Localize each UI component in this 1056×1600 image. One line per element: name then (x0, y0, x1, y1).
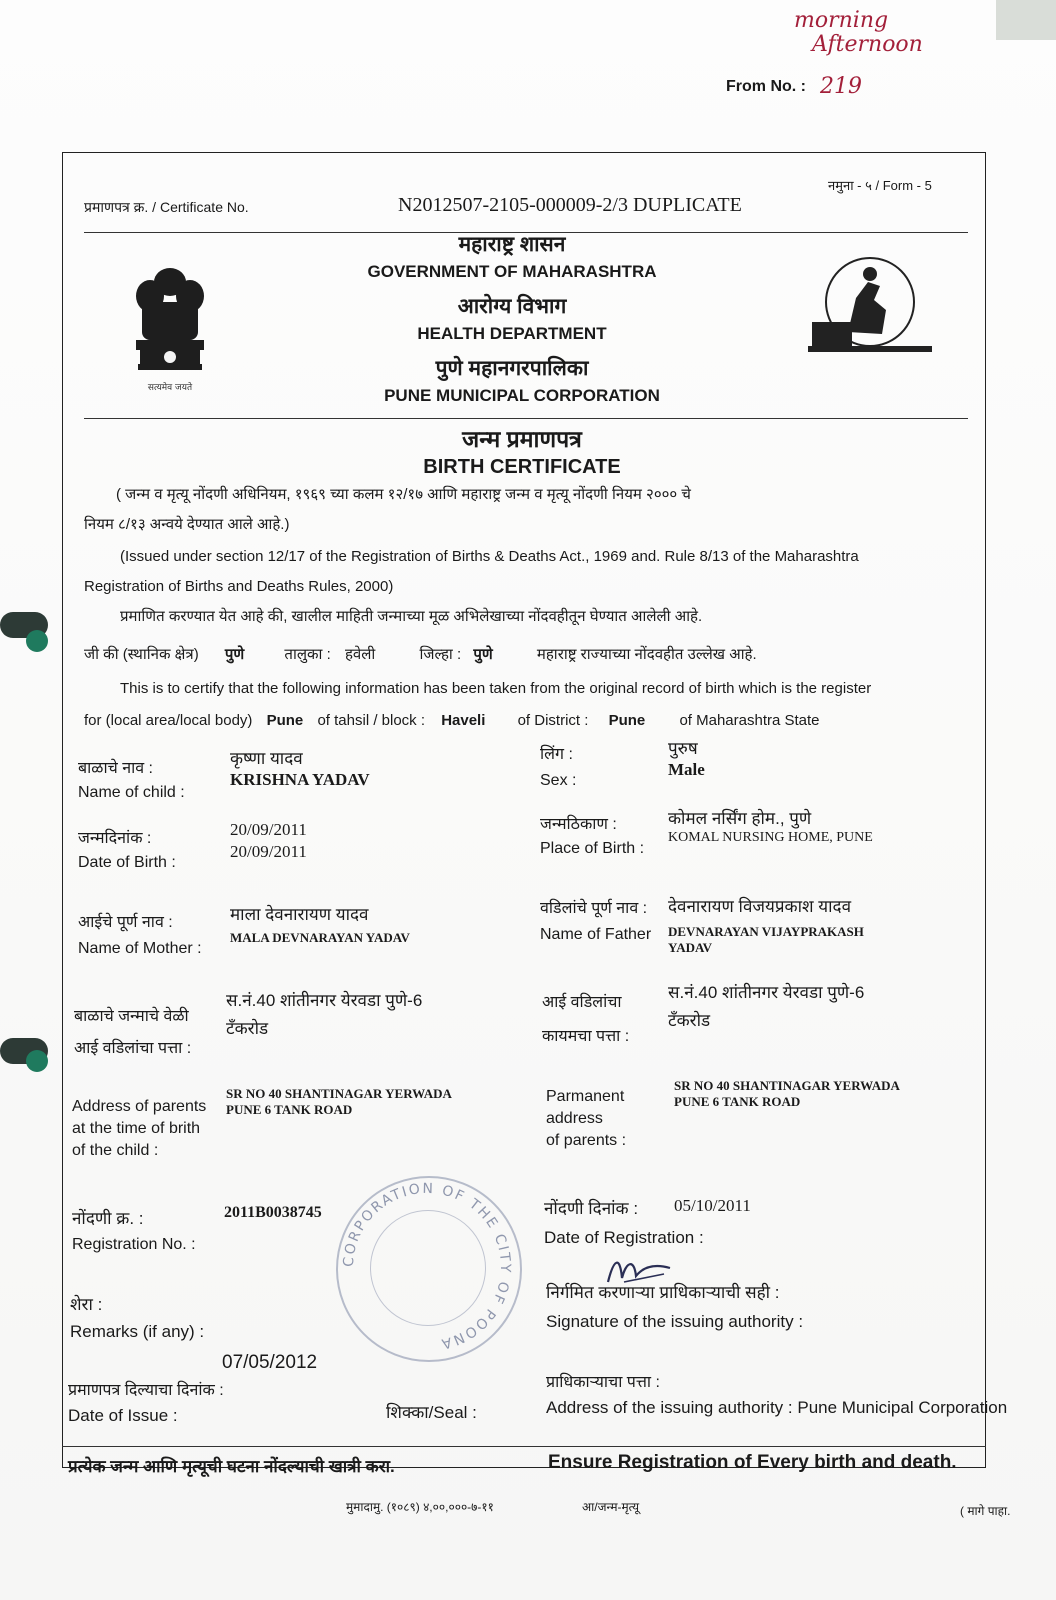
certification-marathi-1: प्रमाणित करण्यात येत आहे की, खालील माहिती जन्माच्या मूळ अभिलेखाच्या नोंदवहीतून घेण्यात आलेली आहे. (120, 608, 703, 625)
dob-label: Date of Birth : (78, 854, 176, 871)
handwritten-shift-bottom: Afternoon (812, 32, 923, 57)
local-area-label: for (local area/local body) (84, 712, 253, 729)
mother-name: MALA DEVNARAYAN YADAV (230, 930, 410, 945)
binder-ring-bottom-tip (26, 1050, 48, 1072)
child-name: KRISHNA YADAV (230, 770, 370, 789)
issue-clause-marathi-1: ( जन्म व मृत्यू नोंदणी अधिनियम, १९६९ च्या कलम १२/१७ आणि महाराष्ट्र जन्म व मृत्यू नोंदणी नियम २००० चे (116, 486, 691, 503)
local-area: Pune (266, 712, 304, 729)
permanent-address-label-marathi-2: कायमचा पत्ता : (542, 1028, 630, 1045)
department-title: HEALTH DEPARTMENT (417, 324, 607, 343)
authority-address-value: Pune Municipal Corporation (797, 1398, 1008, 1417)
father-name-1: DEVNARAYAN VIJAYPRAKASH (668, 924, 864, 939)
registration-no-label-marathi: नोंदणी क्र. : (72, 1209, 144, 1228)
issue-clause-1: (Issued under section 12/17 of the Registration of Births & Deaths Act., 1969 and. Rule 8/13 of the Maharashtra (120, 548, 859, 565)
permanent-address-label-3: of parents : (546, 1132, 627, 1149)
father-label: Name of Father (540, 926, 652, 943)
sex-marathi: पुरुष (668, 739, 698, 758)
tahsil-label: of tahsil / block : (317, 712, 426, 729)
signature-label-marathi: निर्गमित करणाऱ्या प्राधिकाऱ्याची सही : (546, 1283, 780, 1302)
permanent-address-label-1: Parmanent (546, 1088, 625, 1105)
pob: KOMAL NURSING HOME, PUNE (668, 830, 873, 845)
dob-value-2: 20/09/2011 (230, 842, 307, 861)
mother-label: Name of Mother : (78, 940, 202, 957)
government-title-marathi: महाराष्ट्र शासन (458, 233, 566, 256)
form-no-label: From No. : (726, 78, 806, 95)
corporation-title: PUNE MUNICIPAL CORPORATION (384, 386, 660, 405)
issue-date-label-marathi: प्रमाणपत्र दिल्याचा दिनांक : (68, 1382, 224, 1399)
see-back-note: ( मागे पाहा. (960, 1504, 1011, 1518)
corporation-title-marathi: पुणे महानगरपालिका (435, 357, 589, 380)
permanent-address-label-marathi-1: आई वडिलांचा (542, 994, 622, 1011)
certificate-no-value: N2012507-2105-000009-2/3 DUPLICATE (398, 194, 742, 216)
sex: Male (668, 760, 705, 779)
father-name-2: YADAV (668, 940, 713, 955)
child-name-marathi: कृष्णा यादव (230, 749, 303, 768)
pob-marathi: कोमल नर्सिंग होम., पुणे (668, 809, 812, 828)
district-label: of District : (517, 712, 589, 729)
registration-date-label: Date of Registration : (544, 1228, 704, 1247)
state: of Maharashtra State (679, 712, 820, 729)
issue-clause-marathi-2: नियम ८/१३ अन्वये देण्यात आले आहे.) (84, 516, 290, 533)
district-label-marathi: जिल्हा : (419, 646, 462, 663)
footer-banner-marathi: प्रत्येक जन्म आणि मृत्यूची घटना नोंदल्याची खात्री करा. (68, 1457, 395, 1476)
footer-banner: Ensure Registration of Every birth and death. (548, 1452, 957, 1473)
tahsil: Haveli (441, 712, 486, 729)
father-name-marathi: देवनारायण विजयप्रकाश यादव (668, 897, 852, 916)
footer-rule (62, 1446, 986, 1447)
permanent-address-label-2: address (546, 1110, 603, 1127)
mother-label-marathi: आईचे पूर्ण नाव : (78, 914, 173, 931)
certificate-no-label: प्रमाणपत्र क्र. / Certificate No. (84, 199, 249, 215)
department-title-marathi: आरोग्य विभाग (457, 295, 567, 318)
certificate-title-marathi: जन्म प्रमाणपत्र (462, 426, 582, 452)
corporation-logo-icon (808, 252, 934, 360)
district: Pune (608, 712, 646, 729)
permanent-address-marathi-2: टँकरोड (668, 1011, 711, 1030)
birth-address-label-2: at the time of brith (72, 1120, 201, 1137)
dob-value-1: 20/09/2011 (230, 820, 307, 839)
registration-no-label: Registration No. : (72, 1236, 196, 1253)
remarks-label: Remarks (if any) : (70, 1322, 205, 1341)
issue-date: 07/05/2012 (222, 1352, 318, 1373)
local-area-marathi: पुणे (224, 646, 245, 663)
father-label-marathi: वडिलांचे पूर्ण नाव : (540, 900, 648, 917)
sex-label-marathi: लिंग : (540, 746, 573, 763)
register-clause-marathi: महाराष्ट्र राज्याच्या नोंदवहीत उल्लेख आहे. (536, 646, 757, 663)
stamp-text: CORPORATION OF THE CITY OF POONA (340, 1180, 514, 1352)
birth-address-marathi-2: टँकरोड (226, 1019, 269, 1038)
print-code: मुमादामु. (१०८९) ४,००,०००-७-११ (346, 1500, 494, 1514)
local-area-label-marathi: जी की (स्थानिक क्षेत्र) (84, 646, 199, 663)
certificate-title: BIRTH CERTIFICATE (423, 456, 621, 478)
birth-address-label-marathi-2: आई वडिलांचा पत्ता : (74, 1040, 192, 1057)
national-emblem-icon (128, 262, 212, 402)
form-number: नमुना - ५ / Form - 5 (828, 178, 932, 193)
permanent-address-marathi-1: स.नं.40 शांतीनगर येरवडा पुणे-6 (668, 983, 865, 1002)
registration-date: 05/10/2011 (674, 1196, 751, 1215)
birth-address-1: SR NO 40 SHANTINAGAR YERWADA (226, 1086, 452, 1101)
birth-address-label-1: Address of parents (72, 1098, 207, 1115)
taluka-marathi: हवेली (344, 646, 376, 663)
svg-text:सत्यमेव जयते: सत्यमेव जयते (147, 383, 193, 393)
authority-address (546, 1398, 1007, 1418)
government-title: GOVERNMENT OF MAHARASHTRA (367, 262, 657, 281)
authority-address-label-marathi: प्राधिकाऱ्याचा पत्ता : (546, 1374, 660, 1391)
svg-text:CORPORATION OF THE CITY OF POO (341, 1181, 513, 1352)
header-rule-bottom (84, 418, 968, 419)
birth-address-label-marathi-1: बाळाचे जन्माचे वेळी (74, 1008, 189, 1025)
form-no-value: 219 (820, 74, 862, 99)
sex-label: Sex : (540, 772, 577, 789)
registration-date-label-marathi: नोंदणी दिनांक : (544, 1199, 639, 1218)
registration-no: 2011B0038745 (224, 1204, 322, 1221)
authority-address-label: Address of the issuing authority : (546, 1398, 793, 1417)
mother-name-marathi: माला देवनारायण यादव (230, 905, 369, 924)
certification-2 (84, 712, 820, 729)
permanent-address-2: PUNE 6 TANK ROAD (674, 1094, 801, 1109)
birth-address-marathi-1: स.नं.40 शांतीनगर येरवडा पुणे-6 (226, 991, 423, 1010)
dob-label-marathi: जन्मदिनांक : (78, 830, 152, 847)
issue-clause-2: Registration of Births and Deaths Rules, 2000) (84, 578, 394, 595)
certification-marathi-2 (84, 644, 757, 664)
birth-address-2: PUNE 6 TANK ROAD (226, 1102, 353, 1117)
child-name-label: Name of child : (78, 784, 185, 801)
print-type: आ/जन्म-मृत्यू (582, 1500, 640, 1514)
handwritten-shift-top: morning (794, 8, 889, 33)
remarks-label-marathi: शेरा : (70, 1295, 103, 1314)
background-edge (996, 0, 1056, 40)
issue-date-label: Date of Issue : (68, 1406, 178, 1425)
certification-1: This is to certify that the following information has been taken from the original record of birth which is the register (120, 680, 872, 697)
stamp-text-ring (336, 1176, 518, 1358)
permanent-address-1: SR NO 40 SHANTINAGAR YERWADA (674, 1078, 900, 1093)
seal-label: शिक्का/Seal : (386, 1403, 477, 1422)
binder-ring-top-tip (26, 630, 48, 652)
district-marathi: पुणे (473, 646, 493, 663)
signature-label: Signature of the issuing authority : (546, 1312, 804, 1331)
child-name-label-marathi: बाळाचे नाव : (78, 760, 154, 777)
birth-address-label-3: of the child : (72, 1142, 159, 1159)
pob-label: Place of Birth : (540, 840, 645, 857)
pob-label-marathi: जन्मठिकाण : (540, 816, 617, 833)
taluka-label-marathi: तालुका : (284, 646, 331, 663)
